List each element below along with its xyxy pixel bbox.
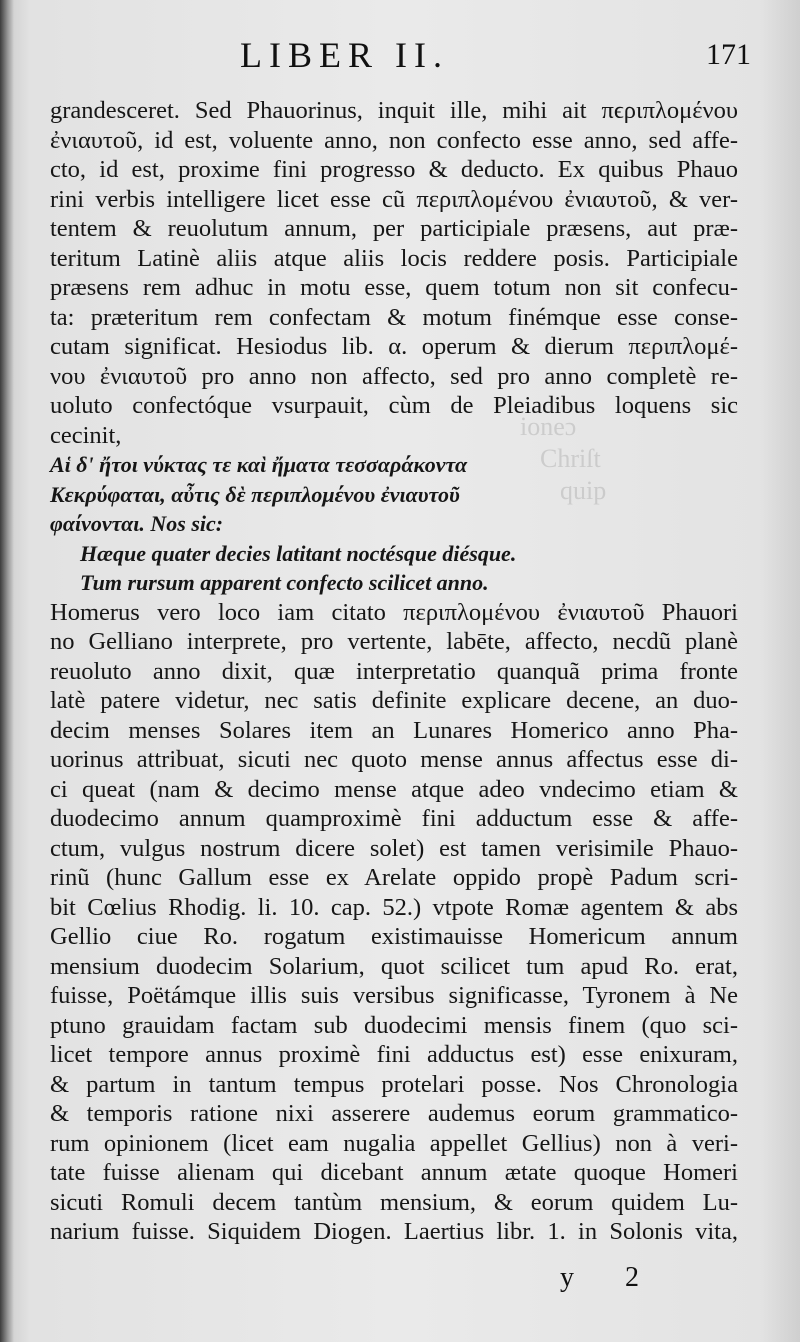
greek-verse-line: Αἱ δ' ἤτοι νύκτας τε καὶ ἤματα τεσσαράκοντα <box>50 452 468 477</box>
text-line: licet tempore annus proximè fini adductus est) esse enixuram, <box>50 1041 738 1068</box>
text-line: tentem & reuolutum annum, per participiale præsens, aut præ- <box>50 215 738 242</box>
text-line: fuisse, Poëtámque illis suis versibus significasse, Tyronem à Ne <box>50 982 738 1009</box>
text-line: teritum Latinè aliis atque aliis locis reddere posis. Participiale <box>50 244 738 272</box>
text-line: ta: præteritum rem confectam & motum finémque esse conse- <box>50 303 738 331</box>
show-through-text: quip <box>560 476 607 505</box>
text-line: narium fuisse. Siquidem Diogen. Laertius libr. 1. in Solonis vita, <box>50 1218 738 1245</box>
text-line: & temporis ratione nixi asserere audemus eorum grammatico- <box>50 1100 738 1127</box>
text-line: no Gelliano interprete, pro vertente, labēte, affecto, necdũ planè <box>50 628 738 655</box>
body-text <box>50 96 738 1247</box>
text-line: Homerus vero loco iam citato περιπλομένου ἐνιαυτοῦ Phauori <box>50 598 738 626</box>
text-line: ptuno grauidam factam sub duodecimi mensis finem (quo sci- <box>50 1011 738 1039</box>
text-line: tate fuisse alienam qui dicebant annum ætate quoque Homeri <box>50 1159 738 1186</box>
text-line: latè patere videtur, nec satis definite explicare decene, an duo- <box>50 687 738 714</box>
binding-gutter-shadow <box>0 0 14 1342</box>
text-line: rinũ (hunc Gallum esse ex Arelate oppido propè Padum scri- <box>50 864 738 891</box>
text-line: cecinit, <box>50 421 122 449</box>
text-line: ci queat (nam & decimo mense atque adeo vndecimo etiam & <box>50 775 738 803</box>
text-line: ctum, vulgus nostrum dicere solet) est tamen verisimile Phauo- <box>50 834 738 862</box>
text-line: & partum in tantum tempus protelari posse. Nos Chronologia <box>50 1070 738 1098</box>
running-head <box>0 28 800 88</box>
greek-verse-line: φαίνονται. Nos sic: <box>50 511 224 536</box>
text-line: grandesceret. Sed Phauorinus, inquit ille, mihi ait πϵριπλομένου <box>50 97 738 124</box>
page-number: 171 <box>706 38 751 71</box>
greek-verse-line: Κεκρύφαται, αὖτις δὲ περιπλομένου ἐνιαυτοῦ <box>50 481 460 507</box>
latin-verse-line: Tum rursum apparent confecto scilicet anno. <box>80 570 489 595</box>
text-line: νου ἐνιαυτοῦ pro anno non affecto, sed pro anno completè re- <box>50 362 738 390</box>
text-line: bit Cœlius Rhodig. li. 10. cap. 52.) vtpote Romæ agentem & abs <box>50 893 738 921</box>
text-line: uorinus attribuat, sicuti nec quoto mense annus affectus esse di- <box>50 746 738 773</box>
text-line: ἐνιαυτοῦ, id est, voluente anno, non confecto esse anno, sed affe- <box>50 126 738 154</box>
running-head-title: LIBER II. <box>240 35 449 75</box>
text-line: duodecimo annum quamproximè fini adductum esse & affe- <box>50 805 738 832</box>
text-line: rum opinionem (licet eam nugalia appellet Gellius) non à veri- <box>50 1129 738 1157</box>
text-line: sicuti Romuli decem tantùm mensium, & eorum quidem Lu- <box>50 1188 738 1216</box>
text-line: decim menses Solares item an Lunares Homerico anno Pha- <box>50 716 738 744</box>
text-line: mensium duodecim Solarium, quot scilicet tum apud Ro. erat, <box>50 952 738 980</box>
text-line: præsens rem adhuc in motu esse, quem totum non sit confecu- <box>50 274 738 301</box>
signature-mark: y 2 <box>560 1262 661 1293</box>
text-line: rini verbis intelligere licet esse cũ περιπλομένου ἐνιαυτοῦ, & ver- <box>50 185 738 213</box>
text-line: uoluto confectóque vsurpauit, cùm de Pleiadibus loquens sic <box>50 392 738 419</box>
text-line: Gellio ciue Ro. rogatum existimauisse Homericum annum <box>50 923 738 950</box>
latin-verse-line: Hæque quater decies latitant noctésque diésque. <box>80 540 517 566</box>
show-through-text: ioneɔ <box>520 412 577 441</box>
show-through-text: Chriſt <box>540 444 601 473</box>
text-line: cutam significat. Hesiodus lib. α. operum & dierum περιπλομέ- <box>50 333 738 360</box>
text-line: cto, id est, proxime fini progresso & deducto. Ex quibus Phauo <box>50 156 738 183</box>
text-line: reuoluto anno dixit, quæ interpretatio quanquã prima fronte <box>50 657 738 685</box>
